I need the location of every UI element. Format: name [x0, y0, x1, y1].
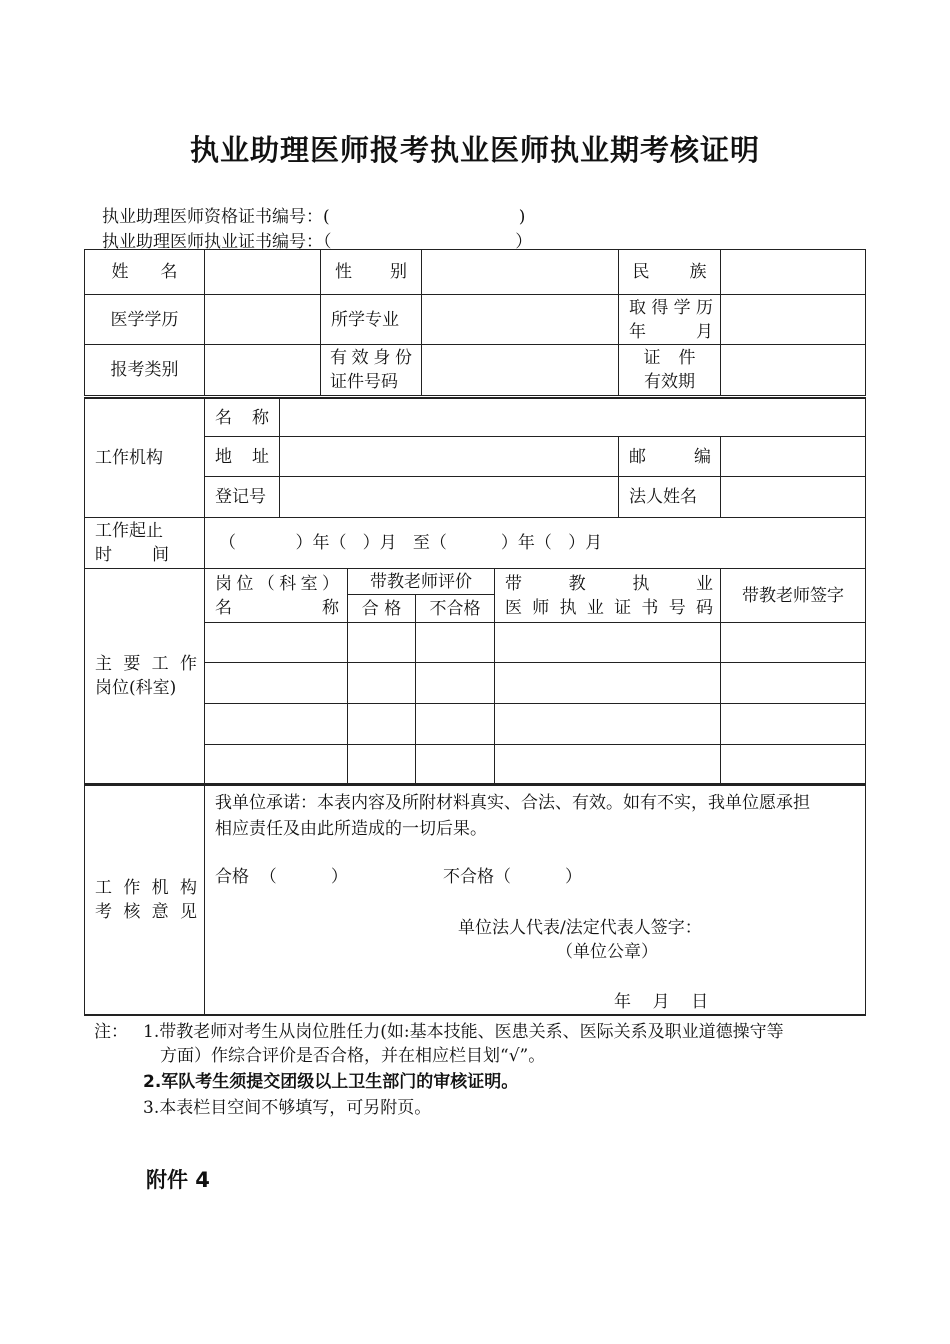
- sign-cell[interactable]: [720, 703, 866, 745]
- teacher-eval-header: 带教老师评价: [347, 568, 495, 595]
- promise-line1: 我单位承诺：本表内容及所附材料真实、合法、有效。如有不实，我单位愿承担: [215, 793, 810, 813]
- id-validity-field[interactable]: [720, 344, 866, 396]
- id-number-field[interactable]: [421, 344, 619, 396]
- form-title: 执业助理医师报考执业医师执业期考核证明: [189, 133, 760, 167]
- degree-date-field[interactable]: [720, 294, 866, 345]
- pass-cell[interactable]: [347, 703, 416, 745]
- position-cell[interactable]: [204, 622, 348, 663]
- fail-cell[interactable]: [415, 622, 495, 663]
- workplace-name-label: 名 称: [204, 397, 280, 437]
- practice-cert-no: 执业助理医师执业证书编号：（ ）: [102, 232, 533, 252]
- position-cell[interactable]: [204, 662, 348, 704]
- degree-date-label: 取得学历 年 月: [618, 294, 721, 345]
- pass-cell[interactable]: [347, 662, 416, 704]
- position-cell[interactable]: [204, 703, 348, 745]
- post-name-header: 岗位（科室） 名 称: [204, 568, 348, 623]
- reg-no-label: 登记号: [204, 476, 280, 518]
- postcode-label: 邮 编: [618, 436, 721, 477]
- qualification-cert-no: 执业助理医师资格证书编号：( ): [102, 207, 526, 227]
- legal-person-field[interactable]: [720, 476, 866, 518]
- id-number-label: 有效身份 证件号码: [320, 344, 422, 396]
- cert-no-cell[interactable]: [494, 622, 721, 663]
- ethnicity-label: 民 族: [618, 249, 721, 295]
- note-1: 1.带教老师对考生从岗位胜任力(如:基本技能、医患关系、医际关系及职业道德操守等: [143, 1022, 784, 1042]
- education-label: 医学学历: [84, 294, 205, 345]
- legal-rep-signature: 单位法人代表/法定代表人签字：: [458, 918, 702, 938]
- gender-label: 性 别: [320, 249, 422, 295]
- cert-no-cell[interactable]: [494, 744, 721, 784]
- cert-no-cell[interactable]: [494, 662, 721, 704]
- sign-cell[interactable]: [720, 622, 866, 663]
- major-label: 所学专业: [320, 294, 422, 345]
- promise-line2: 相应责任及由此所造成的一切后果。: [215, 819, 487, 839]
- postcode-field[interactable]: [720, 436, 866, 477]
- fail-cell[interactable]: [415, 744, 495, 784]
- pass-cell[interactable]: [347, 622, 416, 663]
- pass-header: 合 格: [347, 594, 416, 623]
- ethnicity-field[interactable]: [720, 249, 866, 295]
- reg-no-field[interactable]: [279, 476, 619, 518]
- position-cell[interactable]: [204, 744, 348, 784]
- workplace-label: 工作机构: [84, 397, 205, 518]
- education-field[interactable]: [204, 294, 321, 345]
- date-line: 年 月 日: [614, 992, 709, 1012]
- address-label: 地 址: [204, 436, 280, 477]
- work-period-label: 工作起止 时 间: [84, 517, 205, 569]
- sign-cell[interactable]: [720, 662, 866, 704]
- address-field[interactable]: [279, 436, 619, 477]
- work-period-field[interactable]: （ ）年（ ）月 至（ ）年（ ）月: [204, 517, 866, 569]
- teacher-sign-header: 带教老师签字: [720, 568, 866, 623]
- fail-cell[interactable]: [415, 662, 495, 704]
- exam-category-field[interactable]: [204, 344, 321, 396]
- teacher-cert-header: 带 教 执 业 医 师 执 业 证 书 号 码: [494, 568, 721, 623]
- pass-cell[interactable]: [347, 744, 416, 784]
- notes-prefix: 注：: [94, 1022, 128, 1042]
- pass-option[interactable]: 合格 （ ）: [215, 867, 348, 887]
- sign-cell[interactable]: [720, 744, 866, 784]
- cert-no-cell[interactable]: [494, 703, 721, 745]
- legal-person-label: 法人姓名: [618, 476, 721, 518]
- name-field[interactable]: [204, 249, 321, 295]
- note-1-cont: 方面）作综合评价是否合格，并在相应栏目划“√”。: [160, 1046, 546, 1066]
- main-positions-label: 主 要 工 作 岗位(科室): [84, 568, 205, 784]
- name-label: 姓 名: [84, 249, 205, 295]
- id-validity-label: 证 件 有效期: [618, 344, 721, 396]
- exam-category-label: 报考类别: [84, 344, 205, 396]
- major-field[interactable]: [421, 294, 619, 345]
- note-2: 2.军队考生须提交团级以上卫生部门的审核证明。: [143, 1072, 519, 1092]
- annex-label: 附件 4: [146, 1168, 210, 1192]
- workplace-name-field[interactable]: [279, 397, 866, 437]
- fail-header: 不合格: [415, 594, 495, 623]
- gender-field[interactable]: [421, 249, 619, 295]
- fail-cell[interactable]: [415, 703, 495, 745]
- note-3: 3.本表栏目空间不够填写，可另附页。: [143, 1098, 432, 1118]
- assessment-label: 工 作 机 构 考 核 意 见: [84, 784, 205, 1016]
- fail-option[interactable]: 不合格（ ）: [443, 867, 583, 887]
- unit-seal: （单位公章）: [556, 942, 658, 962]
